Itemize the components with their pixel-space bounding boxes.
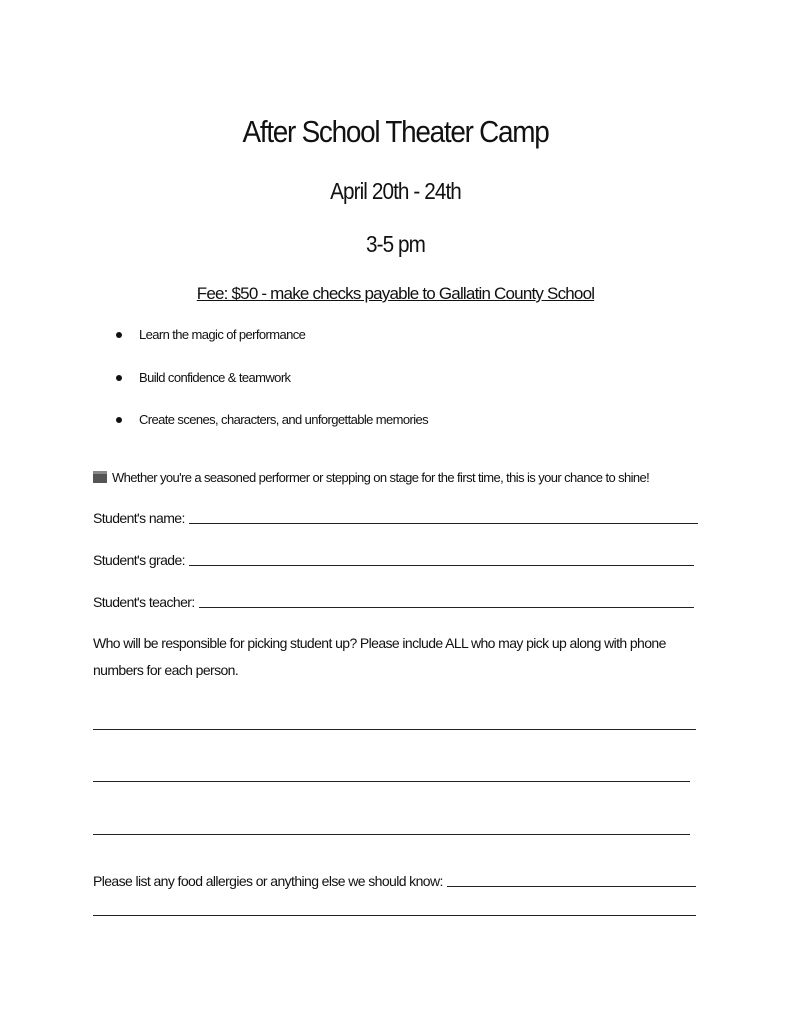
allergies-field[interactable] — [93, 873, 696, 889]
pickup-blank-3[interactable] — [93, 834, 690, 835]
allergies-blank[interactable] — [447, 885, 696, 887]
fee-text: Fee: $50 - make checks payable to Gallatin County School — [196, 284, 595, 303]
pickup-question: Who will be responsible for picking student up? Please include ALL who may pick up along with phone numbers for each person. — [93, 635, 666, 678]
camp-dates: April 20th - 24th — [330, 178, 461, 204]
bullet-item — [116, 412, 428, 427]
bullet-item — [116, 327, 305, 342]
bullet-text: Learn the magic of performance — [139, 327, 306, 342]
clapperboard-icon — [93, 471, 107, 483]
student-name-field[interactable] — [93, 510, 698, 526]
allergies-blank-2[interactable] — [93, 915, 696, 916]
grade-blank[interactable] — [189, 564, 694, 566]
bullet-text: Create scenes, characters, and unforgettable memories — [139, 412, 429, 427]
student-grade-field[interactable] — [93, 552, 694, 568]
pickup-blank-2[interactable] — [93, 781, 690, 782]
intro-text: Whether you're a seasoned performer or stepping on stage for the first time, this is your chance to shine! — [112, 470, 650, 485]
pickup-blank-1[interactable] — [93, 729, 696, 730]
field-label: Student's name: — [93, 510, 185, 526]
field-label: Please list any food allergies or anything else we should know: — [93, 873, 443, 889]
bullet-icon — [116, 417, 122, 423]
field-label: Student's grade: — [93, 552, 185, 568]
page-title: After School Theater Camp — [242, 114, 549, 149]
field-label: Student's teacher: — [93, 594, 195, 610]
camp-time: 3-5 pm — [365, 231, 426, 257]
bullet-icon — [116, 332, 122, 338]
teacher-blank[interactable] — [199, 606, 694, 608]
name-blank[interactable] — [189, 522, 698, 524]
bullet-item — [116, 370, 290, 385]
bullet-text: Build confidence & teamwork — [139, 370, 291, 385]
fee-info — [0, 284, 791, 304]
student-teacher-field[interactable] — [93, 594, 694, 610]
bullet-icon — [116, 375, 122, 381]
intro-line — [93, 464, 733, 491]
